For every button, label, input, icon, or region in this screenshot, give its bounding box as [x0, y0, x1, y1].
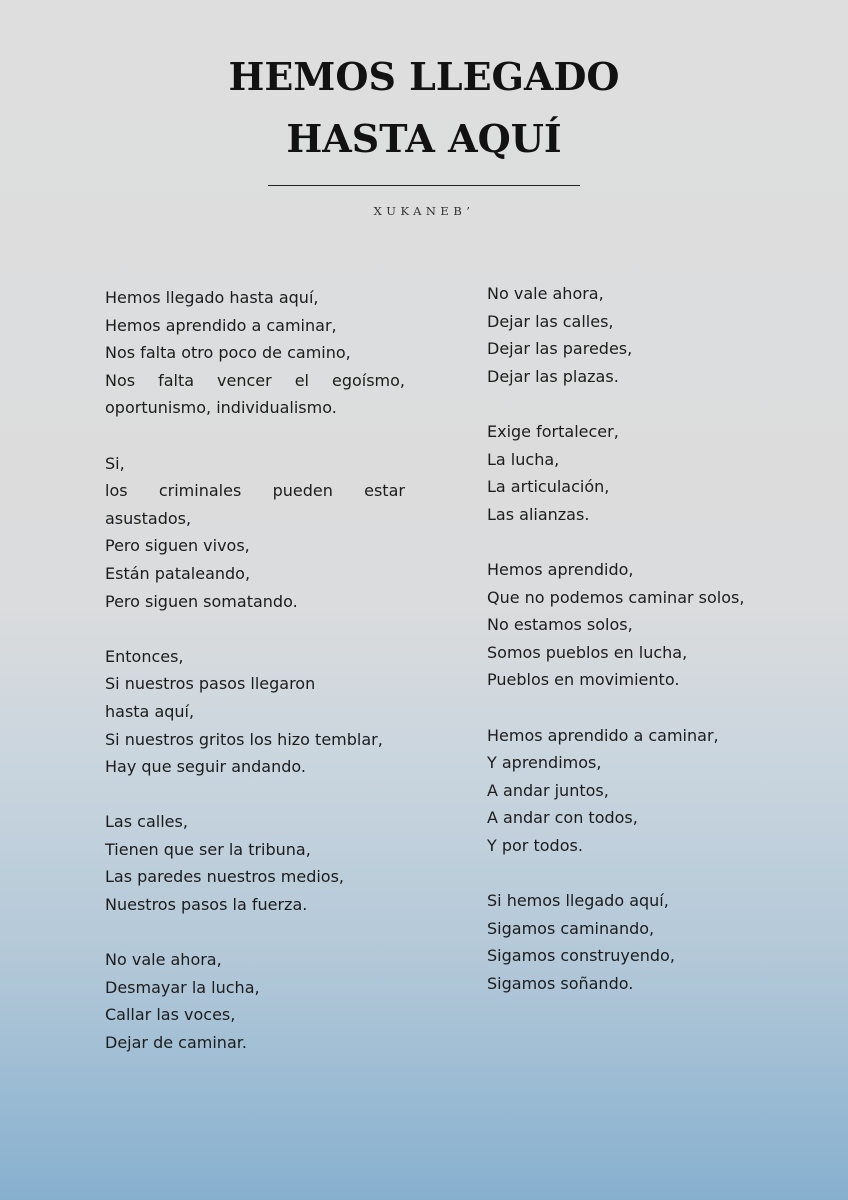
verse-line: Sigamos soñando. — [487, 973, 634, 993]
author-name: XUKANEB’ — [373, 204, 475, 218]
verse-line: Si hemos llegado aquí, — [487, 891, 669, 911]
verse-line: oportunismo, individualismo. — [105, 398, 337, 418]
verse-line: Exige fortalecer, — [487, 421, 619, 441]
stanza — [105, 946, 405, 1056]
verse-line: Y por todos. — [487, 835, 583, 855]
verse-line: Somos pueblos en lucha, — [487, 642, 688, 662]
verse-line: Las paredes nuestros medios, — [105, 867, 345, 887]
title-line-2: HASTA AQUÍ — [286, 116, 562, 161]
verse-line: Las alianzas. — [487, 504, 590, 524]
verse-line: Callar las voces, — [105, 1005, 236, 1025]
verse-word: pueden — [272, 481, 333, 501]
verse-line: hasta aquí, — [105, 701, 195, 721]
verse-line: Sigamos construyendo, — [487, 946, 675, 966]
right-column — [487, 280, 787, 1025]
verse-line: Hemos aprendido, — [487, 559, 634, 579]
verse-line: La articulación, — [487, 477, 610, 497]
verse-line: Dejar las plazas. — [487, 366, 619, 386]
verse-line: Desmayar la lucha, — [105, 977, 260, 997]
verse-line: Sigamos caminando, — [487, 918, 655, 938]
stanza — [487, 418, 787, 528]
verse-word: los — [105, 481, 128, 501]
verse-word: el — [294, 370, 309, 390]
verse-line: Entonces, — [105, 646, 184, 666]
verse-line: Que no podemos caminar solos, — [487, 587, 745, 607]
verse-line: Hemos llegado hasta aquí, — [105, 288, 319, 307]
verse-word: Nos — [105, 370, 136, 390]
verse-line: Si nuestros gritos los hizo temblar, — [105, 729, 383, 749]
verse-line: Pueblos en movimiento. — [487, 670, 680, 690]
title-divider — [268, 185, 580, 186]
title-line-1: HEMOS LLEGADO — [228, 54, 620, 99]
verse-line: Hay que seguir andando. — [105, 757, 306, 777]
stanza — [105, 808, 405, 918]
left-column — [105, 284, 405, 1084]
stanza — [105, 284, 405, 422]
verse-line: Dejar las paredes, — [487, 339, 633, 359]
verse-word: estar — [364, 481, 405, 501]
verse-word: criminales — [158, 481, 242, 501]
verse-line: Las calles, — [105, 812, 188, 832]
verse-line: No vale ahora, — [487, 284, 604, 303]
stanza — [487, 280, 787, 390]
stanza — [487, 722, 787, 860]
verse-line: La lucha, — [487, 449, 560, 469]
verse-line: Si, — [105, 453, 125, 473]
verse-line: Nuestros pasos la fuerza. — [105, 895, 308, 915]
verse-line — [105, 477, 405, 505]
verse-word: vencer — [217, 370, 272, 390]
stanza — [105, 643, 405, 781]
verse-line: Están pataleando, — [105, 563, 251, 583]
verse-line: Hemos aprendido a caminar, — [487, 725, 719, 745]
verse-word: egoísmo, — [331, 370, 405, 390]
verse-line: A andar con todos, — [487, 808, 638, 828]
verse-line: Dejar de caminar. — [105, 1033, 247, 1053]
verse-line — [105, 367, 405, 395]
verse-line: Dejar las calles, — [487, 311, 614, 331]
poem-title — [0, 46, 848, 170]
verse-line: Hemos aprendido a caminar, — [105, 315, 337, 335]
verse-line: No estamos solos, — [487, 615, 633, 635]
verse-line: Y aprendimos, — [487, 753, 602, 773]
verse-word: falta — [158, 370, 195, 390]
verse-line: Pero siguen vivos, — [105, 536, 250, 556]
verse-line: asustados, — [105, 508, 192, 528]
verse-line: No vale ahora, — [105, 950, 222, 970]
stanza — [105, 450, 405, 616]
stanza — [487, 556, 787, 694]
stanza — [487, 887, 787, 997]
verse-line: A andar juntos, — [487, 780, 609, 800]
verse-line: Tienen que ser la tribuna, — [105, 839, 311, 859]
verse-line: Nos falta otro poco de camino, — [105, 343, 351, 363]
verse-line: Pero siguen somatando. — [105, 591, 298, 611]
verse-line: Si nuestros pasos llegaron — [105, 674, 316, 694]
